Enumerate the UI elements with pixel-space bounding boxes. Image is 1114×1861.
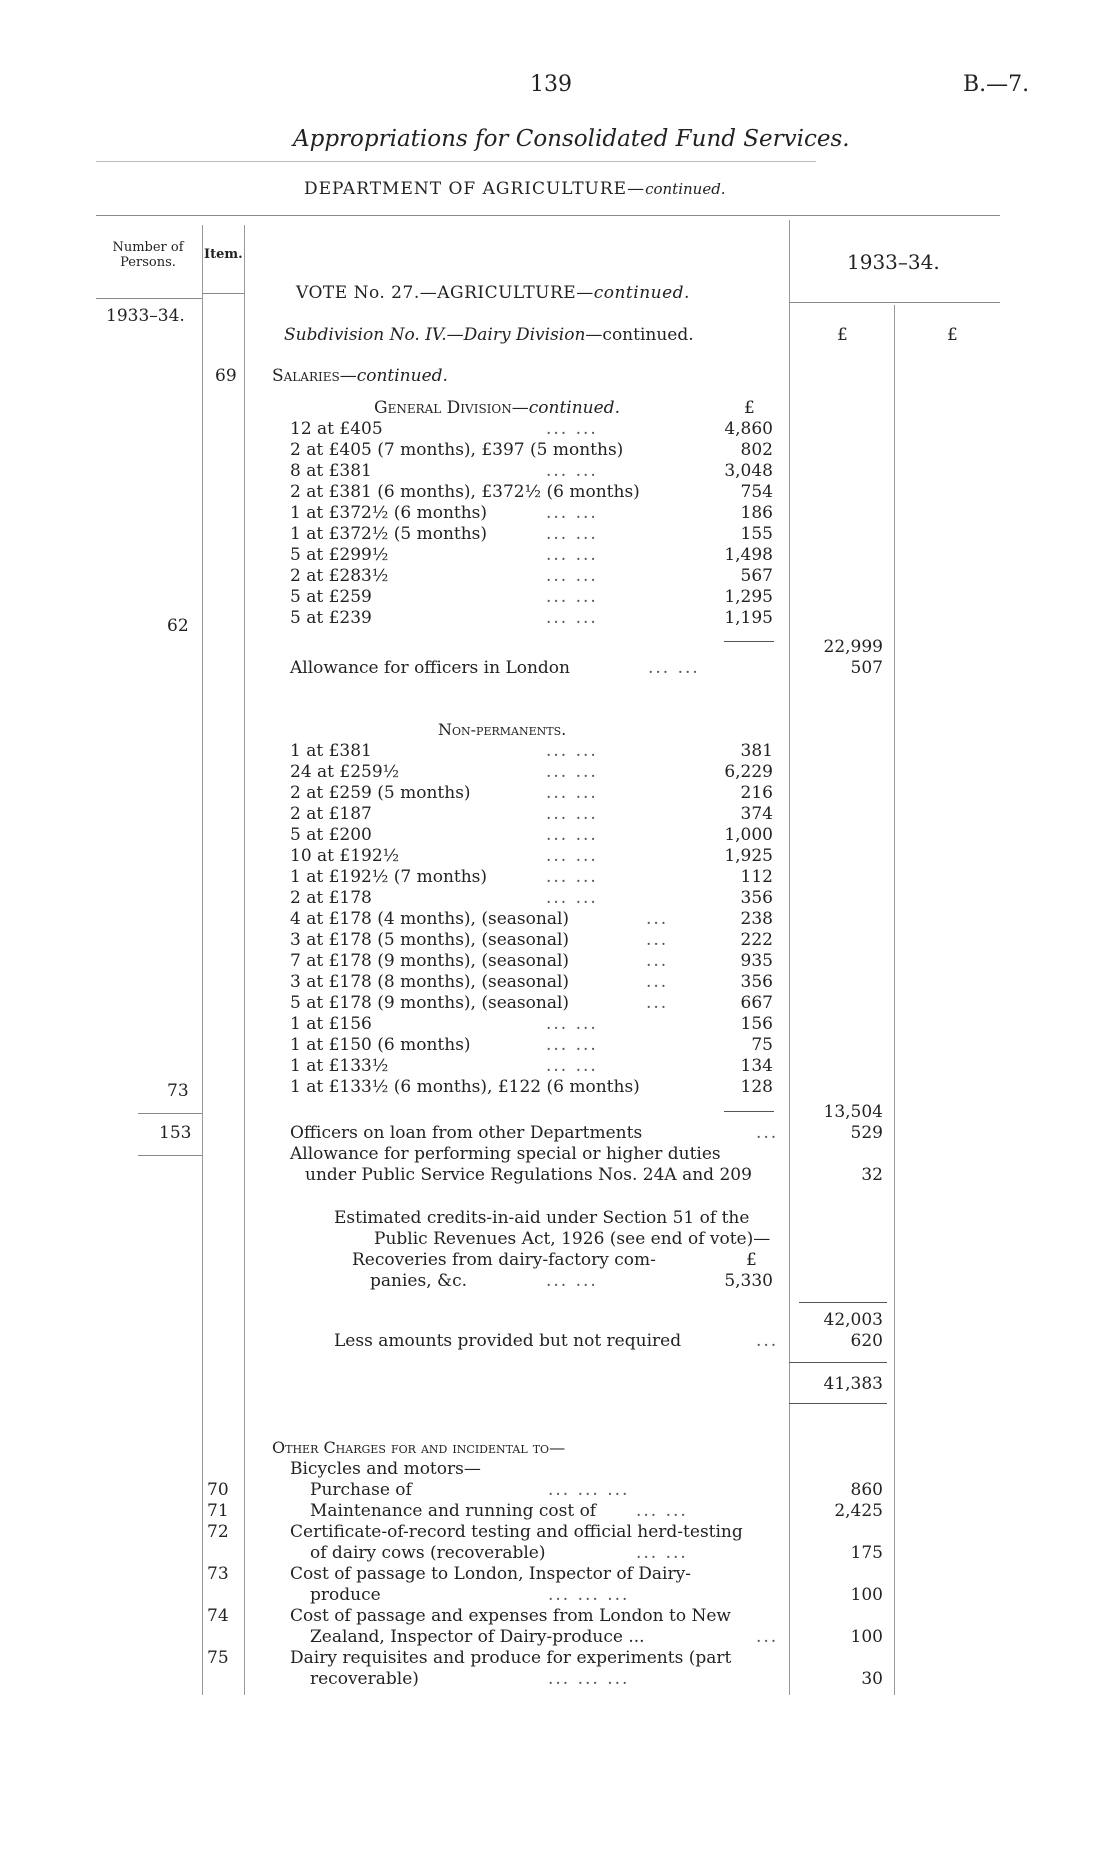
other-item-label: Cost of passage and expenses from London to New <box>290 1606 731 1626</box>
nonperm-row-label: 10 at £192½ <box>290 846 400 866</box>
general-row-amount: 4,860 <box>724 419 773 439</box>
other-charges-heading: Other Charges for and incidental to— <box>272 1438 566 1457</box>
other-item-label-cont: produce <box>310 1585 381 1605</box>
london-allowance-amount: 507 <box>850 658 883 678</box>
other-item-number: 70 <box>207 1480 229 1500</box>
nonperm-row-amount: 935 <box>740 951 773 971</box>
general-row-label: 12 at £405 <box>290 419 383 439</box>
special-duties-allowance-line2: under Public Service Regulations Nos. 24A and 209 <box>305 1165 752 1185</box>
general-persons-total: 62 <box>167 616 189 636</box>
bicycles-motors-heading: Bicycles and motors— <box>290 1459 481 1479</box>
credits-in-aid-line2: Public Revenues Act, 1926 (see end of vote)— <box>374 1229 771 1249</box>
nonperm-row-label: 2 at £187 <box>290 804 372 824</box>
general-row-label: 5 at £239 <box>290 608 372 628</box>
item-column-header: Item. <box>204 247 243 262</box>
other-item-number: 74 <box>207 1606 229 1626</box>
general-row-label: 2 at £283½ <box>290 566 389 586</box>
nonperm-row-label: 7 at £178 (9 months), (seasonal) <box>290 951 570 971</box>
other-item-label-cont: recoverable) <box>310 1669 419 1689</box>
salaries-net-total: 41,383 <box>823 1374 883 1394</box>
table-top-rule <box>96 215 1000 216</box>
general-row-label: 1 at £372½ (6 months) <box>290 503 488 523</box>
nonperm-row-label: 2 at £178 <box>290 888 372 908</box>
salaries-item-number: 69 <box>215 366 237 386</box>
subdivision-title: Subdivision No. IV.—Dairy Division—continued. <box>284 325 694 345</box>
loan-officers-label: Officers on loan from other Departments <box>290 1123 643 1143</box>
persons-item-divider <box>202 225 203 1695</box>
nonperm-row-amount: 1,925 <box>724 846 773 866</box>
pound-sign-b: £ <box>947 325 958 345</box>
salaries-heading: Salaries—continued. <box>272 366 448 386</box>
less-amounts-value: 620 <box>850 1331 883 1351</box>
nonperm-row-amount: 356 <box>740 888 773 908</box>
other-item-number: 71 <box>207 1501 229 1521</box>
less-amounts-label: Less amounts provided but not required <box>334 1331 682 1351</box>
london-allowance-label: Allowance for officers in London <box>290 658 570 678</box>
general-row-amount: 754 <box>740 482 773 502</box>
amount-columns-divider <box>894 305 895 1695</box>
other-item-label-cont: Zealand, Inspector of Dairy-produce ... <box>310 1627 645 1647</box>
general-row-amount: 1,195 <box>724 608 773 628</box>
nonperm-row-label: 3 at £178 (5 months), (seasonal) <box>290 930 570 950</box>
department-heading: DEPARTMENT OF AGRICULTURE—continued. <box>304 179 726 199</box>
nonperm-row-label: 4 at £178 (4 months), (seasonal) <box>290 909 570 929</box>
general-pound-sign: £ <box>744 398 755 418</box>
nonperm-row-amount: 134 <box>740 1056 773 1076</box>
general-row-label: 2 at £381 (6 months), £372½ (6 months) <box>290 482 640 502</box>
page-title: Appropriations for Consolidated Fund Services. <box>293 126 850 152</box>
other-item-label: Maintenance and running cost of <box>310 1501 597 1521</box>
other-item-amount: 100 <box>850 1627 883 1647</box>
total-persons: 153 <box>159 1123 192 1143</box>
pound-sign-a: £ <box>837 325 848 345</box>
nonperm-row-amount: 112 <box>740 867 773 887</box>
other-item-label: Dairy requisites and produce for experiments (part <box>290 1648 732 1668</box>
vote-title: VOTE No. 27.—AGRICULTURE—continued. <box>296 283 690 303</box>
other-item-number: 75 <box>207 1648 229 1668</box>
page-number: 139 <box>530 72 572 97</box>
special-duties-allowance-amount: 32 <box>861 1165 883 1185</box>
nonperm-row-label: 1 at £150 (6 months) <box>290 1035 471 1055</box>
other-item-amount: 2,425 <box>834 1501 883 1521</box>
general-row-label: 8 at £381 <box>290 461 372 481</box>
nonperm-row-label: 1 at £133½ (6 months), £122 (6 months) <box>290 1077 640 1097</box>
other-item-label-cont: of dairy cows (recoverable) <box>310 1543 546 1563</box>
nonperm-row-label: 1 at £156 <box>290 1014 372 1034</box>
nonperm-row-label: 3 at £178 (8 months), (seasonal) <box>290 972 570 992</box>
other-item-amount: 30 <box>861 1669 883 1689</box>
persons-year-header: 1933–34. <box>106 306 185 326</box>
nonperm-row-label: 1 at £133½ <box>290 1056 389 1076</box>
item-text-divider <box>244 225 245 1695</box>
credits-in-aid-line3: Recoveries from dairy-factory com- <box>352 1250 656 1270</box>
nonperm-row-amount: 6,229 <box>724 762 773 782</box>
non-permanents-heading: Non-permanents. <box>438 720 567 739</box>
nonperm-row-amount: 381 <box>740 741 773 761</box>
title-rule <box>96 161 816 162</box>
other-item-amount: 860 <box>850 1480 883 1500</box>
nonperm-row-amount: 667 <box>740 993 773 1013</box>
persons-column-header: Number of Persons. <box>112 240 184 270</box>
nonperm-row-amount: 238 <box>740 909 773 929</box>
document-reference: B.—7. <box>963 72 1030 97</box>
other-item-amount: 100 <box>850 1585 883 1605</box>
text-amount-divider <box>789 220 790 1695</box>
non-permanents-total: 13,504 <box>823 1102 883 1122</box>
special-duties-allowance-line1: Allowance for performing special or higher duties <box>290 1144 721 1164</box>
nonperm-row-label: 5 at £178 (9 months), (seasonal) <box>290 993 570 1013</box>
general-row-amount: 155 <box>740 524 773 544</box>
nonperm-row-amount: 75 <box>751 1035 773 1055</box>
general-row-label: 2 at £405 (7 months), £397 (5 months) <box>290 440 624 460</box>
year-column-header: 1933–34. <box>847 250 940 274</box>
nonperm-row-label: 2 at £259 (5 months) <box>290 783 471 803</box>
general-row-amount: 802 <box>740 440 773 460</box>
loan-officers-amount: 529 <box>850 1123 883 1143</box>
nonperm-row-label: 1 at £381 <box>290 741 372 761</box>
credits-in-aid-line1: Estimated credits-in-aid under Section 51 of the <box>334 1208 750 1228</box>
nonperm-persons-total: 73 <box>167 1081 189 1101</box>
nonperm-row-amount: 1,000 <box>724 825 773 845</box>
general-division-total: 22,999 <box>823 637 883 657</box>
nonperm-row-label: 1 at £192½ (7 months) <box>290 867 488 887</box>
general-row-label: 5 at £299½ <box>290 545 389 565</box>
credits-in-aid-line4: panies, &c. <box>370 1271 468 1291</box>
nonperm-row-amount: 156 <box>740 1014 773 1034</box>
nonperm-row-amount: 216 <box>740 783 773 803</box>
credits-in-aid-amount: 5,330 <box>724 1271 773 1291</box>
general-division-heading: General Division—continued. <box>374 398 620 418</box>
nonperm-row-label: 5 at £200 <box>290 825 372 845</box>
other-item-number: 72 <box>207 1522 229 1542</box>
nonperm-row-amount: 222 <box>740 930 773 950</box>
general-row-amount: 567 <box>740 566 773 586</box>
other-item-label: Cost of passage to London, Inspector of Dairy- <box>290 1564 691 1584</box>
nonperm-row-amount: 128 <box>740 1077 773 1097</box>
other-item-label: Purchase of <box>310 1480 412 1500</box>
general-row-amount: 1,295 <box>724 587 773 607</box>
general-row-label: 5 at £259 <box>290 587 372 607</box>
salaries-subtotal: 42,003 <box>823 1310 883 1330</box>
general-row-amount: 186 <box>740 503 773 523</box>
general-row-amount: 3,048 <box>724 461 773 481</box>
nonperm-row-amount: 374 <box>740 804 773 824</box>
general-row-label: 1 at £372½ (5 months) <box>290 524 488 544</box>
nonperm-row-amount: 356 <box>740 972 773 992</box>
general-row-amount: 1,498 <box>724 545 773 565</box>
nonperm-row-label: 24 at £259½ <box>290 762 400 782</box>
other-item-number: 73 <box>207 1564 229 1584</box>
other-item-amount: 175 <box>850 1543 883 1563</box>
other-item-label: Certificate-of-record testing and official herd-testing <box>290 1522 743 1542</box>
